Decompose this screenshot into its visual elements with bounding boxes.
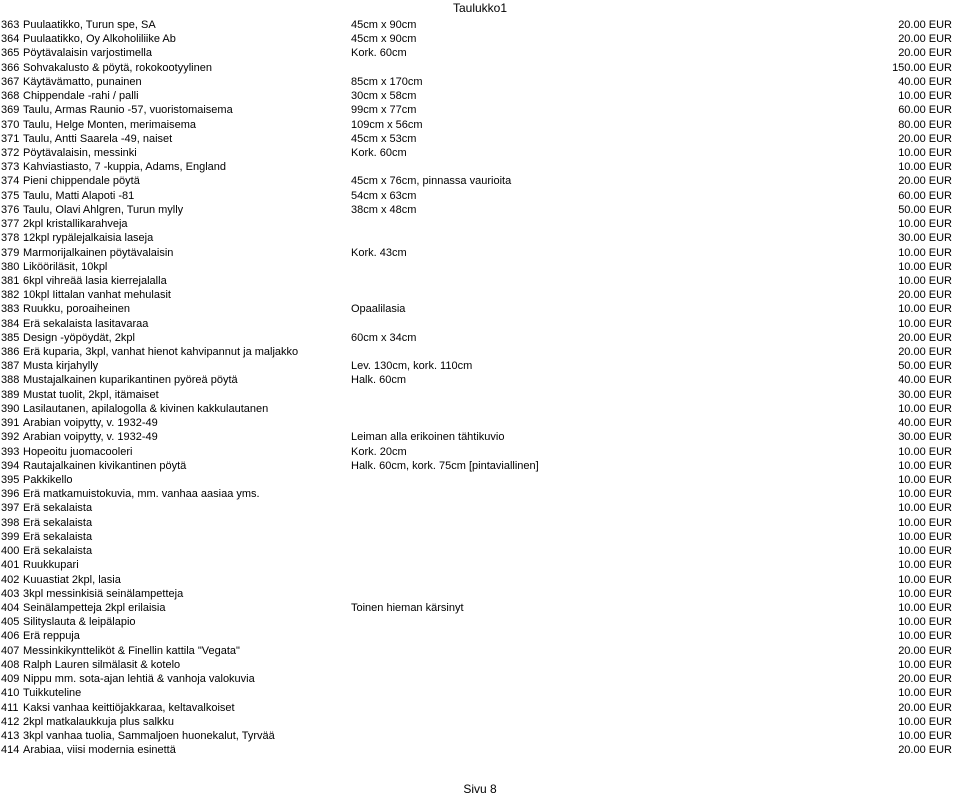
item-details: Kork. 60cm — [351, 146, 407, 159]
item-details: 85cm x 170cm — [351, 75, 423, 88]
item-number: 400 — [1, 545, 20, 558]
item-details: Lev. 130cm, kork. 110cm — [351, 360, 473, 373]
item-description: Chippendale -rahi / palli — [23, 90, 139, 103]
item-price: 10.00 EUR — [898, 161, 952, 174]
item-number: 377 — [1, 218, 20, 231]
table-row — [0, 302, 960, 316]
item-price: 10.00 EUR — [898, 317, 952, 330]
item-number: 393 — [1, 445, 20, 458]
item-price: 10.00 EUR — [898, 274, 952, 287]
item-price: 10.00 EUR — [898, 530, 952, 543]
item-description: Silityslauta & leipälapio — [23, 616, 136, 629]
item-description: Puulaatikko, Oy Alkoholiliike Ab — [23, 33, 176, 46]
item-number: 383 — [1, 303, 20, 316]
table-row — [0, 629, 960, 643]
item-price: 10.00 EUR — [898, 474, 952, 486]
item-price: 10.00 EUR — [898, 630, 952, 643]
item-description: 3kpl vanhaa tuolia, Sammaljoen huonekalut, Tyrvää — [23, 729, 275, 742]
item-price: 10.00 EUR — [898, 260, 952, 273]
table-row — [0, 331, 960, 345]
item-description: Sohvakalusto & pöytä, rokokootyylinen — [23, 61, 212, 74]
item-price: 10.00 EUR — [898, 587, 952, 600]
table-row — [0, 317, 960, 331]
item-description: Marmorijalkainen pöytävalaisin — [23, 246, 174, 259]
table-row — [0, 189, 960, 203]
table-row — [0, 75, 960, 89]
table-row — [0, 558, 960, 572]
table-row — [0, 345, 960, 359]
item-description: 2kpl matkalaukkuja plus salkku — [23, 715, 175, 728]
item-description: Kaksi vanhaa keittiöjakkaraa, keltavalkoiset — [23, 701, 235, 714]
table-row — [0, 416, 960, 430]
table-row — [0, 89, 960, 103]
item-description: Pöytävalaisin varjostimella — [23, 47, 152, 60]
item-number: 401 — [1, 559, 20, 572]
item-description: Musta kirjahylly — [23, 360, 99, 373]
table-row — [0, 231, 960, 245]
table-row — [0, 430, 960, 444]
item-price: 10.00 EUR — [898, 601, 952, 614]
item-details: 109cm x 56cm — [351, 118, 423, 131]
item-price: 40.00 EUR — [898, 374, 952, 387]
item-description: Messinkikyntteliköt & Finellin kattila "Vegata" — [23, 644, 240, 657]
item-description: Taulu, Helge Monten, merimaisema — [23, 118, 197, 131]
item-description: Arabiaa, viisi modernia esinettä — [23, 744, 176, 757]
item-number: 375 — [1, 189, 20, 202]
item-price: 10.00 EUR — [898, 516, 952, 529]
item-description: 12kpl rypälejalkaisia laseja — [23, 232, 154, 245]
item-number: 386 — [1, 346, 20, 359]
item-number: 376 — [1, 203, 20, 216]
item-number: 396 — [1, 488, 20, 501]
item-price: 20.00 EUR — [898, 346, 952, 359]
item-description: Erä kuparia, 3kpl, vanhat hienot kahvipannut ja maljakko — [23, 346, 299, 359]
item-description: 10kpl Iittalan vanhat mehulasit — [23, 289, 171, 302]
item-description: Hopeoitu juomacooleri — [23, 445, 133, 458]
item-number: 373 — [1, 161, 20, 174]
item-description: Mustajalkainen kuparikantinen pyöreä pöytä — [23, 374, 238, 387]
item-description: Erä sekalaista — [23, 545, 93, 558]
item-number: 397 — [1, 502, 20, 515]
item-description: Taulu, Olavi Ahlgren, Turun mylly — [23, 203, 184, 216]
item-details: 30cm x 58cm — [351, 90, 417, 103]
item-number: 411 — [1, 701, 19, 714]
table-row — [0, 160, 960, 174]
table-row — [0, 61, 960, 75]
item-description: Design -yöpöydät, 2kpl — [23, 331, 135, 344]
item-description: Likööriläsit, 10kpl — [23, 260, 108, 273]
item-price: 10.00 EUR — [898, 502, 952, 515]
table-row — [0, 729, 960, 743]
item-price: 10.00 EUR — [898, 146, 952, 159]
table-row — [0, 32, 960, 46]
item-number: 389 — [1, 388, 20, 401]
item-description: Pöytävalaisin, messinki — [23, 146, 137, 159]
item-description: Erä sekalaista — [23, 516, 93, 529]
item-number: 390 — [1, 402, 20, 415]
table-row — [0, 103, 960, 117]
item-price: 20.00 EUR — [898, 673, 952, 686]
table-row — [0, 715, 960, 729]
item-number: 414 — [1, 744, 20, 757]
item-price: 30.00 EUR — [898, 388, 952, 401]
item-number: 395 — [1, 474, 20, 486]
item-price: 10.00 EUR — [898, 729, 952, 742]
item-description: Erä sekalaista — [23, 502, 93, 515]
table-row — [0, 146, 960, 160]
item-price: 10.00 EUR — [898, 559, 952, 572]
item-price: 30.00 EUR — [898, 431, 952, 444]
item-description: 6kpl vihreää lasia kierrejalalla — [23, 274, 167, 287]
table-row — [0, 132, 960, 146]
item-details: 54cm x 63cm — [351, 189, 417, 202]
item-price: 60.00 EUR — [898, 104, 952, 117]
item-number: 412 — [1, 715, 20, 728]
page-number: Sivu 8 — [463, 782, 497, 796]
table-row — [0, 18, 960, 32]
item-description: Taulu, Armas Raunio -57, vuoristomaisema — [23, 104, 233, 117]
item-description: Erä sekalaista lasitavaraa — [23, 317, 149, 330]
item-description: Käytävämatto, punainen — [23, 75, 142, 88]
table-row — [0, 402, 960, 416]
item-number: 408 — [1, 658, 20, 671]
item-description: Nippu mm. sota-ajan lehtiä & vanhoja valokuvia — [23, 673, 255, 686]
item-details: 45cm x 90cm — [351, 33, 417, 46]
item-details: Halk. 60cm, kork. 75cm [pintaviallinen] — [351, 459, 539, 472]
item-number: 380 — [1, 260, 20, 273]
item-price: 10.00 EUR — [898, 246, 952, 259]
item-number: 363 — [1, 19, 20, 31]
table-row — [0, 644, 960, 658]
item-price: 20.00 EUR — [898, 132, 952, 145]
item-number: 365 — [1, 47, 20, 60]
item-price: 60.00 EUR — [898, 189, 952, 202]
item-description: Seinälampetteja 2kpl erilaisia — [23, 601, 166, 614]
item-number: 368 — [1, 90, 20, 103]
table-row — [0, 373, 960, 387]
item-number: 378 — [1, 232, 20, 245]
item-description: Pieni chippendale pöytä — [23, 175, 140, 188]
item-description: Mustat tuolit, 2kpl, itämaiset — [23, 388, 159, 401]
item-number: 379 — [1, 246, 20, 259]
item-details: 45cm x 53cm — [351, 132, 417, 145]
item-details: 38cm x 48cm — [351, 203, 417, 216]
item-details: Opaalilasia — [351, 303, 406, 316]
item-price: 10.00 EUR — [898, 715, 952, 728]
item-number: 366 — [1, 61, 20, 74]
item-description: Kahviastiasto, 7 -kuppia, Adams, England — [23, 161, 227, 174]
item-number: 387 — [1, 360, 20, 373]
item-details: Toinen hieman kärsinyt — [351, 601, 464, 614]
item-details: Kork. 43cm — [351, 246, 407, 259]
item-price: 40.00 EUR — [898, 75, 952, 88]
item-number: 370 — [1, 118, 20, 131]
item-number: 406 — [1, 630, 20, 643]
item-details: Kork. 60cm — [351, 47, 407, 60]
table-row — [0, 686, 960, 700]
item-price: 10.00 EUR — [898, 545, 952, 558]
table-row — [0, 274, 960, 288]
item-number: 403 — [1, 587, 20, 600]
item-number: 410 — [1, 687, 20, 700]
table-row — [0, 260, 960, 274]
item-number: 405 — [1, 616, 20, 629]
table-row — [0, 501, 960, 515]
item-description: 3kpl messinkisiä seinälampetteja — [23, 587, 184, 600]
item-number: 398 — [1, 516, 20, 529]
item-description: Ruukkupari — [23, 559, 79, 572]
item-details: 60cm x 34cm — [351, 331, 417, 344]
item-price: 20.00 EUR — [898, 644, 952, 657]
item-number: 409 — [1, 673, 20, 686]
table-row — [0, 487, 960, 501]
item-price: 50.00 EUR — [898, 203, 952, 216]
item-price: 10.00 EUR — [898, 402, 952, 415]
item-description: Taulu, Matti Alapoti -81 — [23, 189, 135, 202]
item-number: 385 — [1, 331, 20, 344]
item-table — [0, 18, 960, 757]
item-price: 10.00 EUR — [898, 90, 952, 103]
item-price: 80.00 EUR — [898, 118, 952, 131]
table-row — [0, 203, 960, 217]
item-details: Halk. 60cm — [351, 374, 407, 387]
table-row — [0, 246, 960, 260]
item-description: Tuikkuteline — [23, 687, 82, 700]
item-number: 407 — [1, 644, 20, 657]
item-price: 10.00 EUR — [898, 616, 952, 629]
item-price: 20.00 EUR — [898, 331, 952, 344]
table-row — [0, 615, 960, 629]
item-price: 150.00 EUR — [892, 61, 952, 74]
item-number: 381 — [1, 274, 20, 287]
item-number: 388 — [1, 374, 20, 387]
item-price: 10.00 EUR — [898, 687, 952, 700]
table-row — [0, 516, 960, 530]
table-row — [0, 118, 960, 132]
item-description: Ralph Lauren silmälasit & kotelo — [23, 658, 181, 671]
item-price: 20.00 EUR — [898, 33, 952, 46]
item-price: 20.00 EUR — [898, 47, 952, 60]
table-row — [0, 743, 960, 757]
item-description: Erä reppuja — [23, 630, 80, 643]
table-row — [0, 217, 960, 231]
item-number: 382 — [1, 289, 20, 302]
item-description: Lasilautanen, apilalogolla & kivinen kakkulautanen — [23, 402, 269, 415]
item-description: Ruukku, poroaiheinen — [23, 303, 131, 316]
item-description: Puulaatikko, Turun spe, SA — [23, 19, 156, 31]
table-row — [0, 288, 960, 302]
item-number: 392 — [1, 431, 20, 444]
item-price: 10.00 EUR — [898, 218, 952, 231]
table-row — [0, 174, 960, 188]
item-price: 10.00 EUR — [898, 303, 952, 316]
table-row — [0, 587, 960, 601]
item-price: 20.00 EUR — [898, 175, 952, 188]
table-row — [0, 473, 960, 487]
table-row — [0, 658, 960, 672]
item-number: 371 — [1, 132, 20, 145]
item-description: 2kpl kristallikarahveja — [23, 218, 128, 231]
item-price: 10.00 EUR — [898, 488, 952, 501]
table-row — [0, 573, 960, 587]
item-price: 20.00 EUR — [898, 19, 952, 31]
item-price: 10.00 EUR — [898, 445, 952, 458]
item-number: 413 — [1, 729, 20, 742]
item-number: 404 — [1, 601, 20, 614]
item-description: Pakkikello — [23, 474, 73, 486]
item-description: Kuuastiat 2kpl, lasia — [23, 573, 121, 586]
item-description: Rautajalkainen kivikantinen pöytä — [23, 459, 187, 472]
item-description: Erä sekalaista — [23, 530, 93, 543]
item-details: 45cm x 90cm — [351, 19, 417, 31]
item-number: 364 — [1, 33, 20, 46]
table-row — [0, 544, 960, 558]
item-description: Arabian voipytty, v. 1932-49 — [23, 417, 158, 430]
item-number: 399 — [1, 530, 20, 543]
item-description: Arabian voipytty, v. 1932-49 — [23, 431, 158, 444]
item-number: 394 — [1, 459, 20, 472]
item-number: 369 — [1, 104, 20, 117]
item-price: 40.00 EUR — [898, 417, 952, 430]
table-row — [0, 601, 960, 615]
item-number: 391 — [1, 417, 20, 430]
item-description: Taulu, Antti Saarela -49, naiset — [23, 132, 173, 145]
table-row — [0, 445, 960, 459]
table-row — [0, 388, 960, 402]
item-number: 374 — [1, 175, 20, 188]
item-price: 10.00 EUR — [898, 459, 952, 472]
item-price: 50.00 EUR — [898, 360, 952, 373]
item-details: Kork. 20cm — [351, 445, 407, 458]
item-details: 45cm x 76cm, pinnassa vaurioita — [351, 175, 512, 188]
table-row — [0, 459, 960, 473]
item-price: 20.00 EUR — [898, 701, 952, 714]
table-row — [0, 672, 960, 686]
item-number: 402 — [1, 573, 20, 586]
item-details: Leiman alla erikoinen tähtikuvio — [351, 431, 505, 444]
item-price: 10.00 EUR — [898, 658, 952, 671]
item-price: 20.00 EUR — [898, 289, 952, 302]
table-row — [0, 701, 960, 715]
item-number: 384 — [1, 317, 20, 330]
table-row — [0, 359, 960, 373]
table-row — [0, 530, 960, 544]
item-number: 367 — [1, 75, 20, 88]
item-price: 30.00 EUR — [898, 232, 952, 245]
item-details: 99cm x 77cm — [351, 104, 417, 117]
table-row — [0, 46, 960, 60]
sheet-title: Taulukko1 — [452, 1, 508, 15]
item-price: 20.00 EUR — [898, 744, 952, 757]
item-description: Erä matkamuistokuvia, mm. vanhaa aasiaa yms. — [23, 488, 260, 501]
item-price: 10.00 EUR — [898, 573, 952, 586]
item-number: 372 — [1, 146, 20, 159]
